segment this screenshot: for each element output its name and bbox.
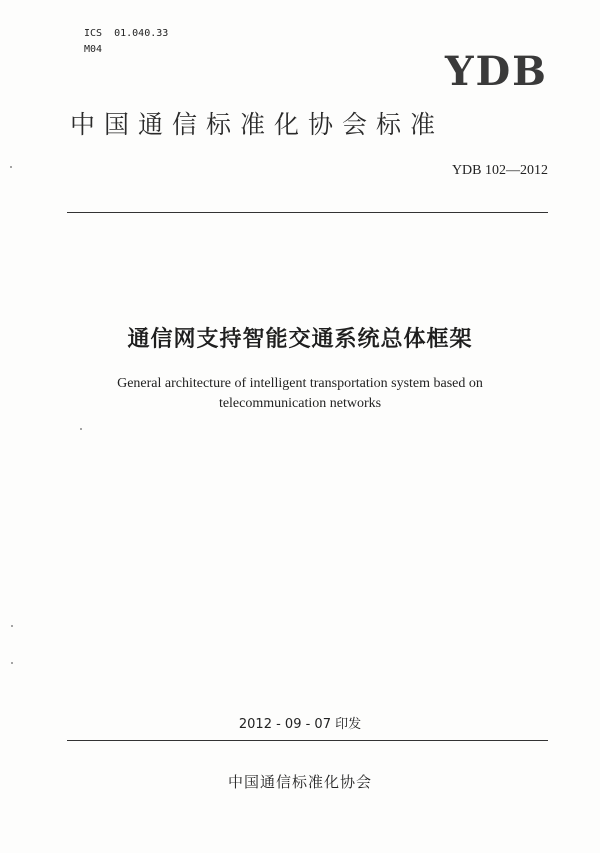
standard-number: YDB 102—2012	[451, 163, 548, 178]
english-title-line-2: telecommunication networks	[218, 396, 382, 411]
ydb-logo: YDB	[444, 48, 548, 95]
ics-block	[84, 26, 168, 58]
english-title	[90, 374, 510, 414]
chinese-title: 通信网支持智能交通系统总体框架	[127, 327, 473, 352]
publisher: 中国通信标准化协会	[227, 773, 372, 791]
english-title-line-1: General architecture of intelligent transportation system based on	[117, 376, 483, 391]
organization-title: 中国通信标准化协会标准	[70, 110, 445, 139]
bottom-divider	[67, 740, 548, 741]
classification-code: M04	[84, 44, 103, 55]
ics-code: ICS 01.040.33	[84, 28, 169, 39]
top-divider	[67, 212, 548, 213]
scan-speck	[10, 166, 12, 168]
issue-date: 2012 - 09 - 07 印发	[238, 717, 362, 732]
scan-speck	[11, 662, 13, 664]
scan-speck	[80, 428, 82, 430]
scan-speck	[11, 625, 13, 627]
